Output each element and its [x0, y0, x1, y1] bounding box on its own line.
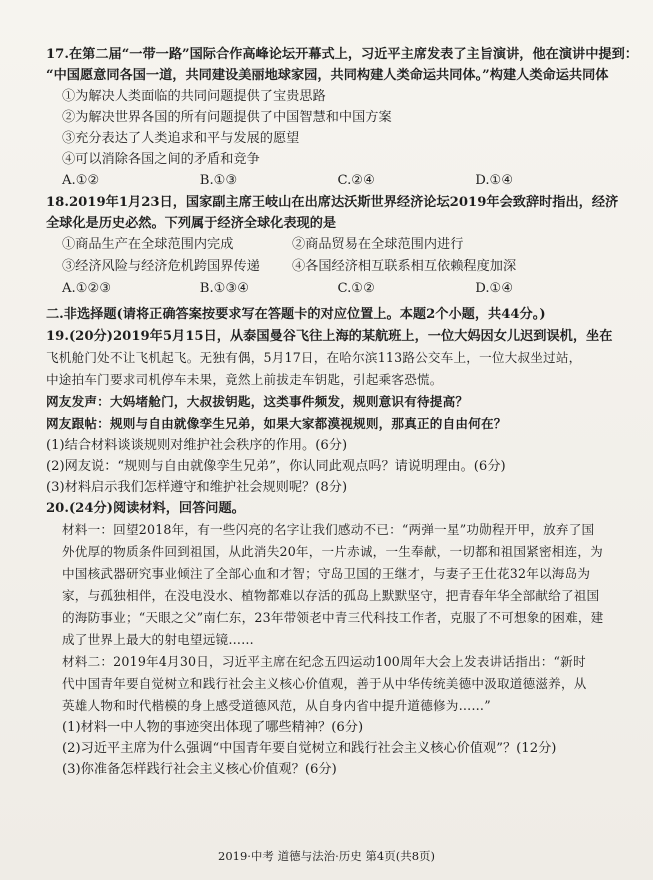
- material-line: 英雄人物和时代楷模的身上感受道德风范，从自身内省中提升道德修为……”: [62, 698, 491, 713]
- sub-question: (2)网友说：“规则与自由就像孪生兄弟”，你认同此观点吗？请说明理由。(6分): [46, 459, 506, 474]
- statement-row: [46, 256, 613, 278]
- option-c: C.①②: [337, 281, 375, 296]
- statement-item: ①为解决人类面临的共同问题提供了宝贵思路: [62, 89, 326, 104]
- sub-question: (3)你准备怎样践行社会主义核心价值观？(6分): [62, 762, 337, 777]
- netizen-reply: 网友跟帖：规则与自由就像孪生兄弟，如果大家都漠视规则，那真正的自由何在？: [46, 416, 507, 431]
- material-line: 飞机舱门处不让飞机起飞。无独有偶，5月17日，在哈尔滨113路公交车上，一位大叔坐过站，: [46, 350, 582, 365]
- answer-options: [46, 170, 613, 192]
- option-a: A.①②③: [62, 281, 112, 296]
- material-line: 代中国青年要自觉树立和践行社会主义核心价值观，善于从中华传统美德中汲取道德滋养，从: [62, 676, 587, 691]
- option-b: B.①③④: [199, 281, 250, 296]
- statement-row: [46, 234, 613, 256]
- material-line: 的海防事业；“天眼之父”南仁东，23年带领老中青三代科技工作者，克服了不可想象的困难，建: [62, 610, 604, 625]
- material-one: [46, 519, 613, 651]
- sub-question: (2)习近平主席为什么强调“中国青年要自觉树立和践行社会主义核心价值观”？(12分): [62, 741, 557, 756]
- material-line: 家，与孤独相伴，在没电没水、植物都难以存活的孤岛上默默坚守，把青春年华全部献给了祖国: [62, 588, 600, 603]
- question-18: [46, 192, 619, 300]
- statement-item: ①商品生产在全球范围内完成: [62, 237, 234, 252]
- netizen-comment: 网友发声：大妈堵舱门，大叔拔钥匙，这类事件频发，规则意识有待提高？: [46, 394, 469, 409]
- statement-item: ③充分表达了人类追求和平与发展的愿望: [62, 131, 300, 146]
- statement-item: ④各国经济相互联系相互依赖程度加深: [292, 259, 517, 274]
- option-b: B.①③: [199, 173, 238, 188]
- option-d: D.①④: [475, 281, 514, 296]
- option-a: A.①②: [62, 173, 100, 188]
- material-two: [46, 651, 613, 717]
- material-line: 材料二：2019年4月30日，习近平主席在纪念五四运动100周年大会上发表讲话指出：“新时: [62, 654, 586, 669]
- page-footer: 2019·中考 道德与法治·历史 第4页(共8页): [218, 849, 435, 863]
- material-line: 成了世界上最大的射电望远镜……: [62, 632, 254, 647]
- material-line: 材料一：回望2018年，有一些闪亮的名字让我们感动不已：“两弹一星”功勋程开甲，放弃了国: [62, 522, 595, 537]
- statement-item: ③经济风险与经济危机跨国界传递: [62, 259, 260, 274]
- question-stem: “中国愿意同各国一道，共同建设美丽地球家园，共同构建人类命运共同体。”构建人类命运共同体: [46, 68, 609, 83]
- statement-item: ②商品贸易在全球范围内进行: [292, 237, 464, 252]
- material-line: 外优厚的物质条件回到祖国，从此消失20年，一片赤诚，一生奉献，一切都和祖国紧密相连，为: [62, 544, 603, 559]
- question-stem: 20.(24分)阅读材料，回答问题。: [46, 501, 245, 516]
- sub-question: (1)结合材料谈谈规则对维护社会秩序的作用。(6分): [46, 438, 348, 453]
- sub-question: (1)材料一中人物的事迹突出体现了哪些精神？(6分): [62, 720, 364, 735]
- material-line: 中国核武器研究事业倾注了全部心血和才智；守岛卫国的王继才，与妻子王仕花32年以海岛为: [62, 566, 591, 581]
- option-d: D.①④: [475, 173, 514, 188]
- question-19: [46, 326, 613, 498]
- question-stem: 全球化是历史必然。下列属于经济全球化表现的是: [46, 216, 337, 231]
- sub-question: (3)材料启示我们怎样遵守和维护社会规则呢？(8分): [46, 480, 348, 495]
- statement-item: ④可以消除各国之间的矛盾和竞争: [62, 152, 260, 167]
- question-20: [46, 498, 613, 780]
- question-stem: 19.(20分)2019年5月15日，从泰国曼谷飞往上海的某航班上，一位大妈因女儿迟到误机，坐在: [46, 329, 613, 344]
- question-17: [46, 44, 638, 192]
- option-c: C.②④: [337, 173, 375, 188]
- answer-options: [46, 278, 613, 300]
- section-heading: 二.非选择题(请将正确答案按要求写在答题卡的对应位置上。本题2个小题，共44分。): [46, 307, 546, 322]
- material-line: 中途拍车门要求司机停车未果，竟然上前拔走车钥匙，引起乘客恐慌。: [46, 372, 443, 387]
- statement-item: ②为解决世界各国的所有问题提供了中国智慧和中国方案: [62, 110, 392, 125]
- question-stem: 17.在第二届“一带一路”国际合作高峰论坛开幕式上，习近平主席发表了主旨演讲，他在演讲中提到：: [46, 47, 638, 62]
- question-stem: 18.2019年1月23日，国家副主席王岐山在出席达沃斯世界经济论坛2019年会致辞时指出，经济: [46, 195, 619, 210]
